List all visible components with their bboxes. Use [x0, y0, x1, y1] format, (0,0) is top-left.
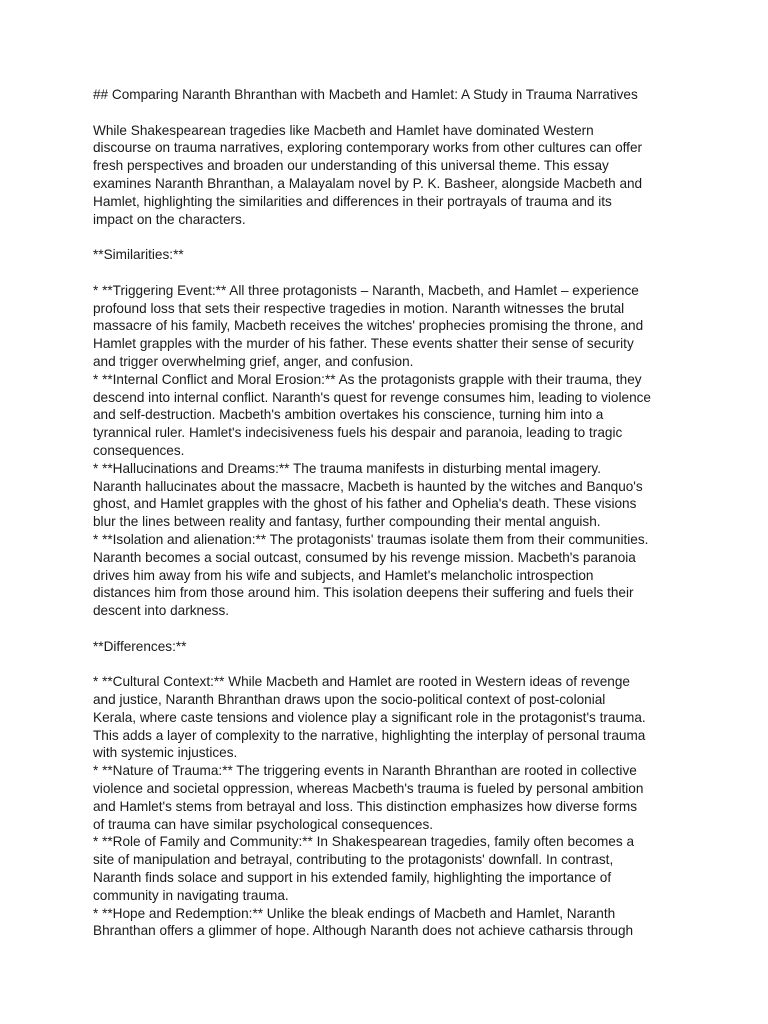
- similarities-heading: **Similarities:**: [93, 247, 184, 263]
- document-title: ## Comparing Naranth Bhranthan with Macbeth and Hamlet: A Study in Trauma Narratives: [93, 87, 638, 102]
- similarity-item-internal-conflict: * **Internal Conflict and Moral Erosion:** As the protagonists grapple with their trauma, they descend into internal conflict. Naranth's quest for revenge consumes him, leading to violence and self-destruction. Macbeth's ambition overtakes his conscience, turning him into a tyrannical ruler. Hamlet's indecisiveness fuels his despair and paranoia, leading to tragic consequences.: [93, 371, 651, 458]
- intro-paragraph: While Shakespearean tragedies like Macbeth and Hamlet have dominated Western discourse on trauma narratives, exploring contemporary works from other cultures can offer fresh perspectives and broaden our understanding of this universal theme. This essay examines Naranth Bhranthan, a Malayalam novel by P. K. Basheer, alongside Macbeth and Hamlet, highlighting the similarities and differences in their portrayals of trauma and its impact on the characters.: [93, 122, 643, 227]
- difference-item-nature-of-trauma: * **Nature of Trauma:** The triggering events in Naranth Bhranthan are rooted in collective violence and societal oppression, whereas Macbeth's trauma is fueled by personal ambition and Hamlet's stems from betrayal and loss. This distinction emphasizes how diverse forms of trauma can have similar psychological consequences.: [93, 763, 644, 832]
- similarity-item-triggering-event: * **Triggering Event:** All three protagonists – Naranth, Macbeth, and Hamlet – experience profound loss that sets their respective tragedies in motion. Naranth witnesses the brutal massacre of his family, Macbeth receives the witches' prophecies promising the throne, and Hamlet grapples with the murder of his father. These events shatter their sense of security and trigger overwhelming grief, anger, and confusion.: [93, 282, 644, 369]
- similarity-item-isolation: * **Isolation and alienation:** The protagonists' traumas isolate them from their communities. Naranth becomes a social outcast, consumed by his revenge mission. Macbeth's paranoia drives him away from his wife and subjects, and Hamlet's melancholic introspection distances him from those around him. This isolation deepens their suffering and fuels their descent into darkness.: [93, 531, 649, 619]
- differences-heading: **Differences:**: [93, 638, 187, 654]
- similarity-item-hallucinations: * **Hallucinations and Dreams:** The trauma manifests in disturbing mental imagery. Naranth hallucinates about the massacre, Macbeth is haunted by the witches and Banquo's ghost, and Hamlet grapples with the ghost of his father and Ophelia's death. These visions blur the lines between reality and fantasy, further compounding their mental anguish.: [93, 460, 643, 530]
- document-page: [93, 86, 693, 940]
- difference-item-family-community: * **Role of Family and Community:** In Shakespearean tragedies, family often becomes a site of manipulation and betrayal, contributing to the protagonists' downfall. In contrast, Naranth finds solace and support in his extended family, highlighting the importance of community in navigating trauma.: [93, 834, 635, 903]
- difference-item-cultural-context: * **Cultural Context:** While Macbeth and Hamlet are rooted in Western ideas of revenge and justice, Naranth Bhranthan draws upon the socio-political context of post-colonial Kerala, where caste tensions and violence play a significant role in the protagonist's trauma. This adds a layer of complexity to the narrative, highlighting the interplay of personal trauma with systemic injustices.: [93, 674, 646, 761]
- difference-item-hope-redemption: * **Hope and Redemption:** Unlike the bleak endings of Macbeth and Hamlet, Naranth Bhranthan offers a glimmer of hope. Although Naranth does not achieve catharsis through: [93, 905, 634, 939]
